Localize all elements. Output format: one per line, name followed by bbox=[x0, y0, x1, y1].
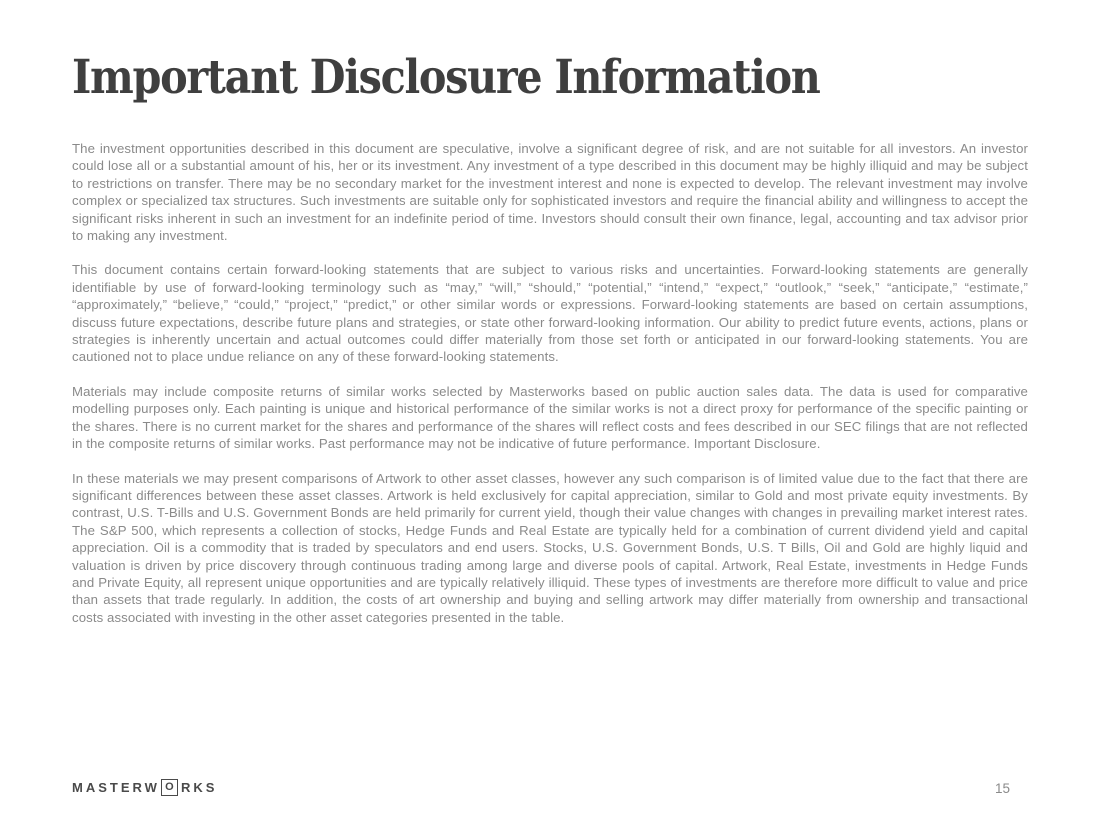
page-footer bbox=[0, 774, 1098, 796]
logo-text-after: RKS bbox=[180, 780, 218, 795]
page-number: 15 bbox=[994, 781, 1010, 796]
logo-text-before: MASTERW bbox=[72, 780, 160, 795]
disclosure-paragraph-2: This document contains certain forward-looking statements that are subject to various risks and uncertainties. Forward-looking statements are generally identifiable by use of forward-looking terminology such as “may,” “will,” “should,” “potential,” “intend,” “expect,” “outlook,” “seek,” “anticipate,” “estimate,” “approximately,” “believe,” “could,” “project,” “predict,” or other similar words or expressions. Forward-looking statements are based on certain assumptions, discuss future expectations, describe future plans and strategies, or state other forward-looking information. Our ability to predict future events, actions, plans or strategies is inherently uncertain and actual outcomes could differ materially from those set forth or anticipated in our forward-looking statements. You are cautioned not to place undue reliance on any of these forward-looking statements. bbox=[72, 262, 1028, 365]
disclosure-paragraph-1: The investment opportunities described in this document are speculative, involve a significant degree of risk, and are not suitable for all investors. An investor could lose all or a substantial amount of his, her or its investment. Any investment of a type described in this document may be highly illiquid and may be subject to restrictions on transfer. There may be no secondary market for the investment interest and none is expected to develop. The relevant investment may involve complex or specialized tax structures. Such investments are suitable only for sophisticated investors and require the financial ability and willingness to accept the significant risks inherent in such an investment for an indefinite period of time. Investors should consult their own finance, legal, accounting and tax advisor prior to making any investment. bbox=[72, 141, 1028, 244]
disclosure-paragraph-4: In these materials we may present comparisons of Artwork to other asset classes, however any such comparison is of limited value due to the fact that there are significant differences between these asset classes. Artwork is held exclusively for capital appreciation, similar to Gold and most private equity investments. By contrast, U.S. T-Bills and U.S. Government Bonds are held primarily for current yield, though their value changes with changes in prevailing market interest rates. The S&P 500, which represents a collection of stocks, Hedge Funds and Real Estate are typically held for a combination of current dividend yield and capital appreciation. Oil is a commodity that is traded by speculators and end users. Stocks, U.S. Government Bonds, U.S. T Bills, Oil and Gold are highly liquid and valuation is driven by price discovery through continuous trading among large and diverse pools of capital. Artwork, Real Estate, investments in Hedge Funds and Private Equity, all represent unique opportunities and are typically relatively illiquid. These types of investments are therefore more difficult to value and price than assets that trade regularly. In addition, the costs of art ownership and buying and selling artwork may differ materially from ownership and transactional costs associated with investing in the other asset categories presented in the table. bbox=[72, 470, 1028, 625]
disclosure-body bbox=[72, 140, 1028, 643]
logo-boxed-o-icon: O bbox=[161, 779, 178, 796]
disclosure-paragraph-3: Materials may include composite returns of similar works selected by Masterworks based on public auction sales data. The data is used for comparative modelling purposes only. Each painting is unique and historical performance of the similar works is not a direct proxy for performance of the specific painting or the shares. There is no current market for the shares and performance of the shares will reflect costs and fees described in our SEC filings that are not reflected in the composite returns of similar works. Past performance may not be indicative of future performance. Important Disclosure. bbox=[72, 383, 1028, 452]
page-title: Important Disclosure Information bbox=[72, 50, 820, 105]
masterworks-logo bbox=[72, 779, 217, 796]
